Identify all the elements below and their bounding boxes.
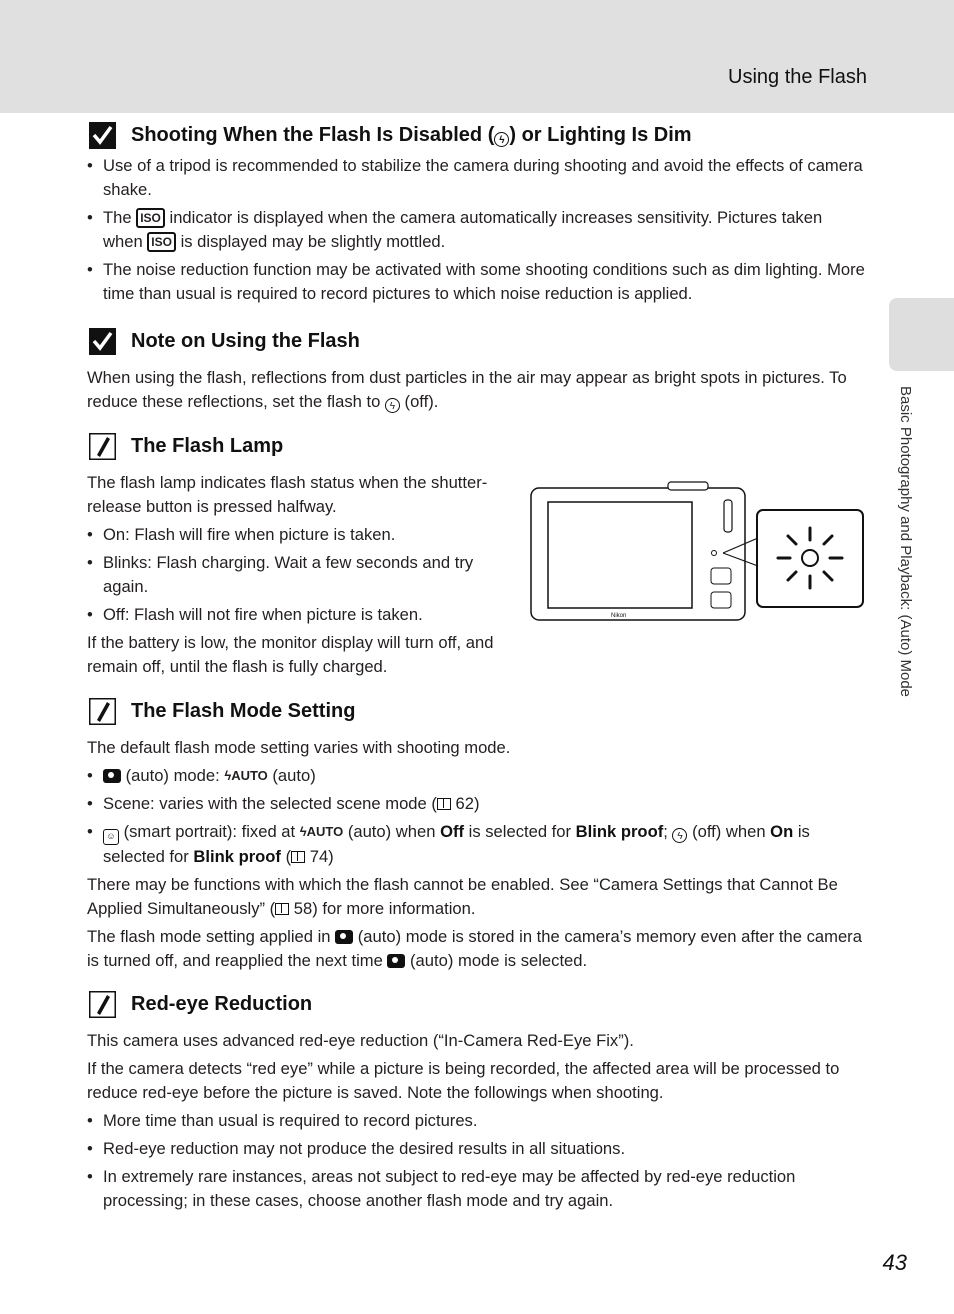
paragraph: There may be functions with which the flash cannot be enabled. See “Camera Settings that Cannot Be Applied Simultaneously” ( 58) for more information. (87, 875, 838, 918)
flash-auto-icon: ϟAUTO (224, 768, 268, 783)
list-item: • More time than usual is required to record pictures. (87, 1109, 865, 1133)
running-header: Using the Flash (728, 66, 867, 88)
section-flash-lamp (87, 433, 512, 683)
smart-portrait-icon: ☺ (103, 829, 119, 845)
paragraph: If the camera detects “red eye” while a picture is being recorded, the affected area will be processed to reduce red-eye before the picture is saved. Note the followings when shooting. (87, 1059, 840, 1102)
section-title: Shooting When the Flash Is Disabled ( ϟ ) or Lighting Is Dim (131, 124, 692, 146)
paragraph: The flash lamp indicates flash status when the shutter-release button is pressed halfway. (87, 473, 488, 516)
list-item: • Red-eye reduction may not produce the desired results in all situations. (87, 1137, 865, 1161)
paragraph: If the battery is low, the monitor display will turn off, and remain off, until the flash is fully charged. (87, 633, 494, 676)
flash-off-icon: ϟ (672, 828, 687, 843)
reference-book-icon (275, 903, 289, 915)
auto-mode-camera-icon (103, 769, 121, 783)
flash-auto-icon: ϟAUTO (299, 824, 344, 839)
bullet-list (87, 154, 865, 306)
reference-book-icon (437, 798, 451, 810)
list-item: • The noise reduction function may be activated with some shooting conditions such as dim lighting. More time than usual is required to record pictures to which noise reduction is applied. (87, 258, 865, 306)
list-item: • ☺ (smart portrait): fixed at ϟAUTO (auto) when Off is selected for Blink proof; ϟ (off) when On is selected for Blink proof ( 74) (87, 820, 865, 869)
bullet-list (87, 1109, 865, 1213)
iso-indicator-icon: ISO (147, 232, 176, 252)
paragraph: The default flash mode setting varies with shooting mode. (87, 738, 511, 757)
brand-label: Nikon (611, 613, 627, 619)
section-note-flash (87, 328, 865, 418)
iso-indicator-icon: ISO (136, 208, 165, 228)
section-flash-disabled (87, 122, 865, 310)
section-flash-mode-setting (87, 698, 865, 977)
list-item: • (auto) mode: ϟAUTO (auto) (87, 764, 865, 788)
auto-mode-camera-icon (335, 930, 353, 944)
list-item: • In extremely rare instances, areas not subject to red-eye may be affected by red-eye reduction processing; in these cases, choose another flash mode and try again. (87, 1165, 865, 1213)
paragraph: The flash mode setting applied in (auto) mode is stored in the camera’s memory even after the camera is turned off, and reapplied the next time (auto) mode is selected. (87, 927, 862, 970)
auto-mode-camera-icon (387, 954, 405, 968)
pencil-note-icon (89, 991, 116, 1018)
bullet-list (87, 764, 865, 869)
list-item: • Blinks: Flash charging. Wait a few seconds and try again. (87, 551, 512, 599)
list-item: • On: Flash will fire when picture is taken. (87, 523, 512, 547)
list-item: • Use of a tripod is recommended to stabilize the camera during shooting and avoid the effects of camera shake. (87, 154, 865, 202)
paragraph: When using the flash, reflections from dust particles in the air may appear as bright spots in pictures. To reduce these reflections, set the flash to ϟ (off). (87, 368, 847, 412)
list-item: • Off: Flash will not fire when picture is taken. (87, 603, 512, 627)
check-mark-icon (89, 328, 116, 355)
pencil-note-icon (89, 698, 116, 725)
list-item: • The ISO indicator is displayed when the camera automatically increases sensitivity. Pictures taken when ISO is displayed may be slightly mottled. (87, 206, 865, 254)
section-title: Red-eye Reduction (131, 993, 313, 1015)
section-title: Note on Using the Flash (131, 330, 360, 352)
camera-back-illustration (528, 478, 868, 628)
chapter-side-label: Basic Photography and Playback: (Auto) Mode (897, 386, 914, 698)
check-mark-icon (89, 122, 116, 149)
pencil-note-icon (89, 433, 116, 460)
page-number: 43 (882, 1250, 907, 1275)
chapter-tab (889, 298, 954, 371)
list-item: • Scene: varies with the selected scene mode ( 62) (87, 792, 865, 816)
flash-off-icon: ϟ (494, 132, 509, 147)
paragraph: This camera uses advanced red-eye reduction (“In-Camera Red-Eye Fix”). (87, 1031, 634, 1050)
bullet-list (87, 523, 512, 627)
header-band (0, 0, 954, 113)
section-red-eye (87, 991, 865, 1217)
section-title: The Flash Mode Setting (131, 700, 356, 722)
flash-off-icon: ϟ (385, 398, 400, 413)
reference-book-icon (291, 851, 305, 863)
section-title: The Flash Lamp (131, 435, 284, 457)
